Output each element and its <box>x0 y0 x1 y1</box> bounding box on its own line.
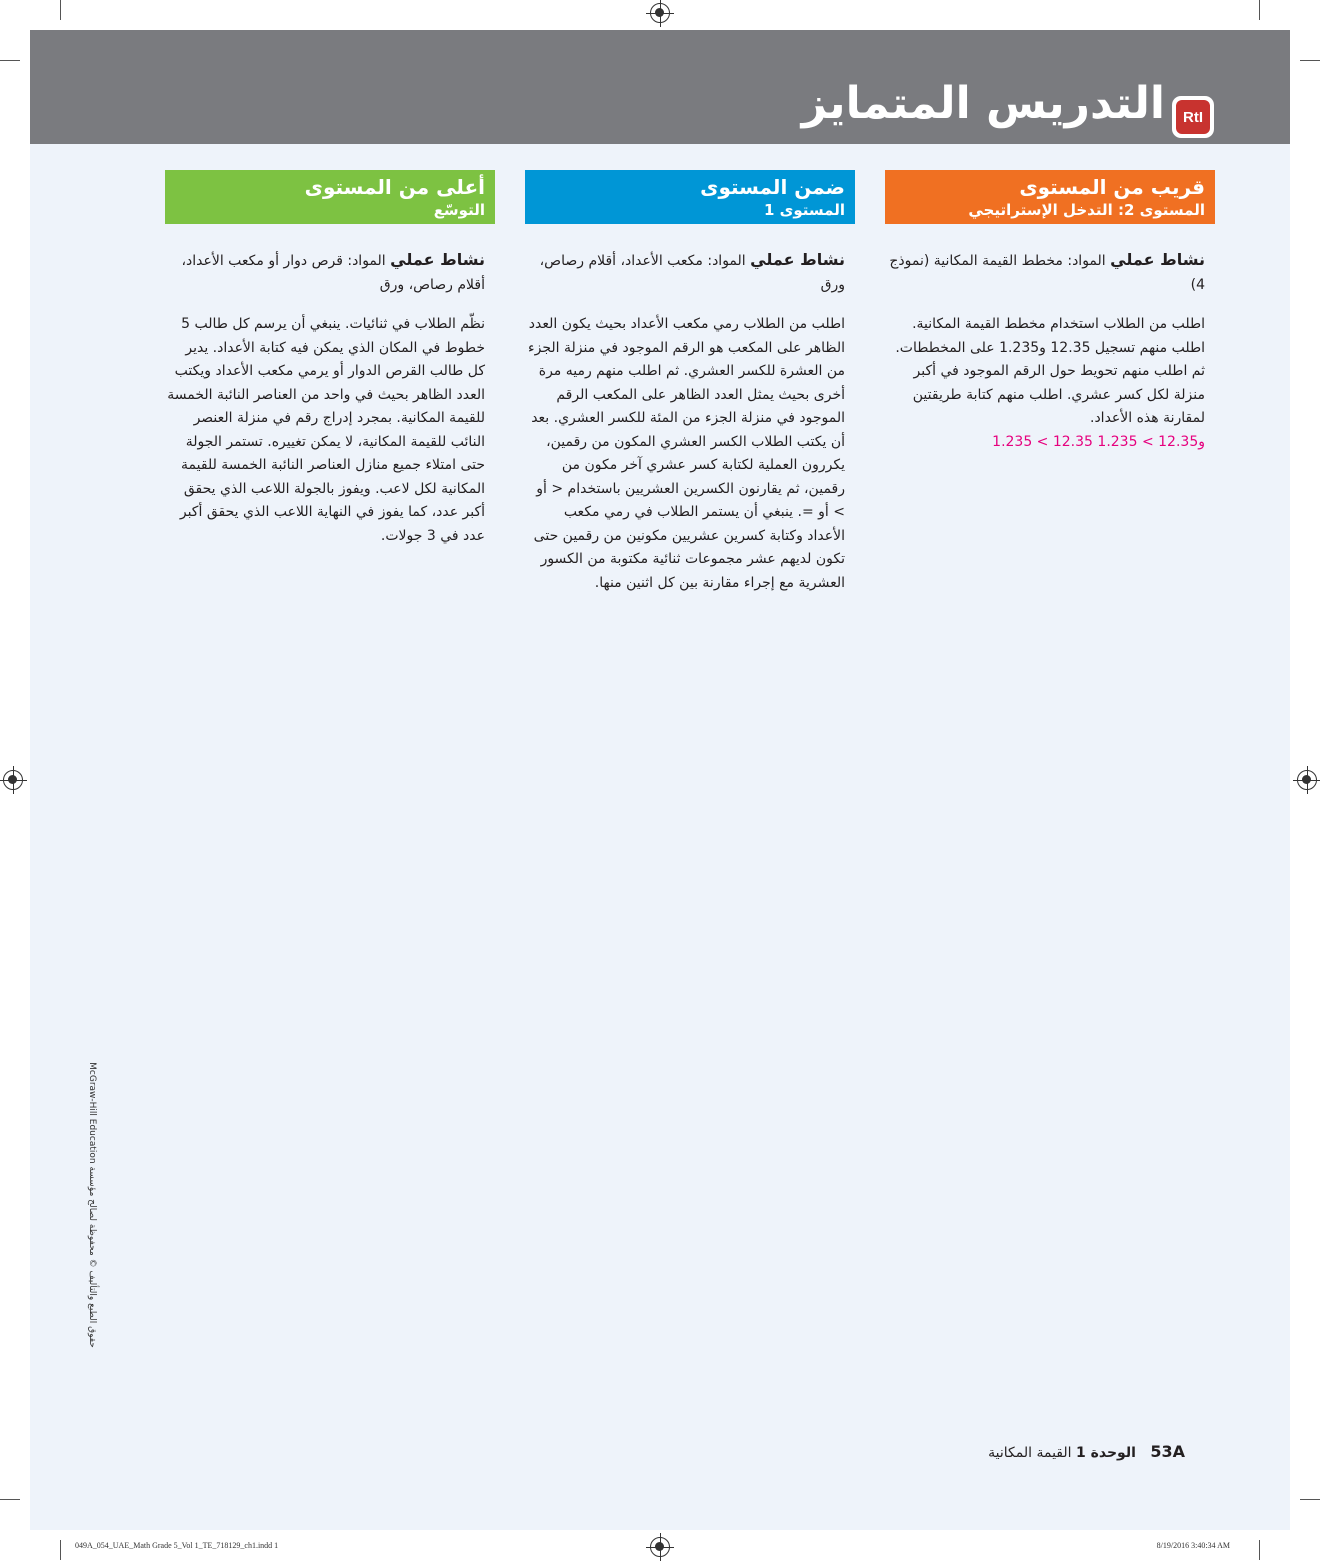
rti-badge-label: RtI <box>1176 100 1210 134</box>
column-body <box>885 248 1215 454</box>
registration-mark-icon <box>650 1537 670 1557</box>
column-on-level <box>525 170 855 595</box>
rti-badge <box>1172 96 1214 138</box>
crop-mark <box>1259 0 1260 20</box>
instructions-text: اطلب من الطلاب رمي مكعب الأعداد بحيث يكون العدد الظاهر على المكعب هو الرقم الموجود في منزلة الجزء من العشرة للكسر العشري. ثم اطلب منهم رميه مرة أخرى بحيث يمثل العدد الظاهر على المكعب الرقم الموجود في منزلة الجزء من المئة للكسر العشري. بعد أن يكتب الطلاب الكسر العشري المكون من رقمين، يكررون العملية لكتابة كسر عشري آخر مكون من رقمين، ثم يقارنون الكسرين العشريين باستخدام < أو > أو =. ينبغي أن يستمر الطلاب في رمي مكعب الأعداد وكتابة كسرين عشريين مكونين من رقمين حتى تكون لديهم عشر مجموعات ثنائية مكتوبة من الكسور العشرية مع إجراء مقارنة بين كل اثنين منها. <box>528 316 845 591</box>
crop-mark <box>60 1540 61 1560</box>
materials-line <box>525 248 845 297</box>
column-subheading: التوسّع <box>433 201 485 219</box>
activity-label: نشاط عملي <box>750 250 845 269</box>
comparison-line <box>885 431 1205 455</box>
activity-label: نشاط عملي <box>390 250 485 269</box>
unit-label: الوحدة 1 <box>1075 1445 1136 1461</box>
instructions-text <box>885 313 1205 454</box>
page <box>30 30 1290 1530</box>
materials-line <box>165 248 485 297</box>
column-heading: قريب من المستوى <box>1019 175 1205 199</box>
column-subheading: المستوى 1 <box>763 201 845 219</box>
registration-mark-icon <box>3 770 23 790</box>
column-subheading: المستوى 2: التدخل الإستراتيجي <box>968 201 1205 219</box>
materials-text: المواد: مخطط القيمة المكانية (نموذج 4) <box>889 253 1205 293</box>
crop-mark <box>1300 60 1320 61</box>
column-approaching <box>885 170 1215 454</box>
slug-date: 8/19/2016 3:40:34 AM <box>1156 1541 1230 1550</box>
registration-mark-icon <box>650 3 670 23</box>
page-title: التدريس المتمايز <box>801 78 1165 129</box>
instructions-text: نظّم الطلاب في ثنائيات. ينبغي أن يرسم كل طالب 5 خطوط في المكان الذي يمكن فيه كتابة الأعداد. يدير كل طالب القرص الدوار أو يرمي مكعب الأعداد ويكتب العدد الظاهر بحيث في واحد من العناصر النائبة الخمسة للقيمة المكانية. بمجرد إدراج رقم في منزلة العنصر النائب للقيمة المكانية، لا يمكن تغييره. تستمر الجولة حتى امتلاء جميع منازل العناصر النائبة الخمسة للقيمة المكانية لكل لاعب. ويفوز بالجولة اللاعب الذي يحقق أكبر عدد، كما يفوز في النهاية اللاعب الذي يحقق أكبر عدد في 3 جولات. <box>167 316 485 544</box>
copyright-notice: حقوق الطبع والتأليف © محفوظة لصالح مؤسسة McGraw-Hill Education <box>87 1062 97 1348</box>
column-heading: أعلى من المستوى <box>304 175 485 199</box>
instructions-body: اطلب من الطلاب استخدام مخطط القيمة المكانية. اطلب منهم تسجيل 12.35 و1.235 على المخططات. ثم اطلب منهم تحويط حول الرقم الموجود في أكبر منزلة لكل كسر عشري. اطلب منهم كتابة طريقتين لمقارنة هذه الأعداد. <box>895 316 1205 426</box>
column-header <box>525 170 855 224</box>
registration-mark-icon <box>1297 770 1317 790</box>
crop-mark <box>0 60 20 61</box>
materials-text: المواد: مكعب الأعداد، أقلام رصاص، ورق <box>539 253 845 293</box>
column-body <box>525 248 855 595</box>
page-footer <box>988 1442 1185 1461</box>
column-header <box>885 170 1215 224</box>
unit-title: القيمة المكانية <box>988 1445 1072 1461</box>
crop-mark <box>1300 1499 1320 1500</box>
materials-text: المواد: قرص دوار أو مكعب الأعداد، أقلام رصاص، ورق <box>181 253 485 293</box>
column-heading: ضمن المستوى <box>700 175 845 199</box>
activity-label: نشاط عملي <box>1110 250 1205 269</box>
header-banner <box>30 30 1290 144</box>
column-beyond <box>165 170 495 548</box>
crop-mark <box>1259 1540 1260 1560</box>
column-header <box>165 170 495 224</box>
crop-mark <box>0 1499 20 1500</box>
slug-file: 049A_054_UAE_Math Grade 5_Vol 1_TE_718129_ch1.indd 1 <box>75 1541 279 1550</box>
crop-mark <box>60 0 61 20</box>
comparison-text: 1.235 < 12.35 و12.35 > 1.235 <box>992 433 1205 450</box>
materials-line <box>885 248 1205 297</box>
column-body <box>165 248 495 548</box>
page-number: 53A <box>1150 1442 1185 1461</box>
